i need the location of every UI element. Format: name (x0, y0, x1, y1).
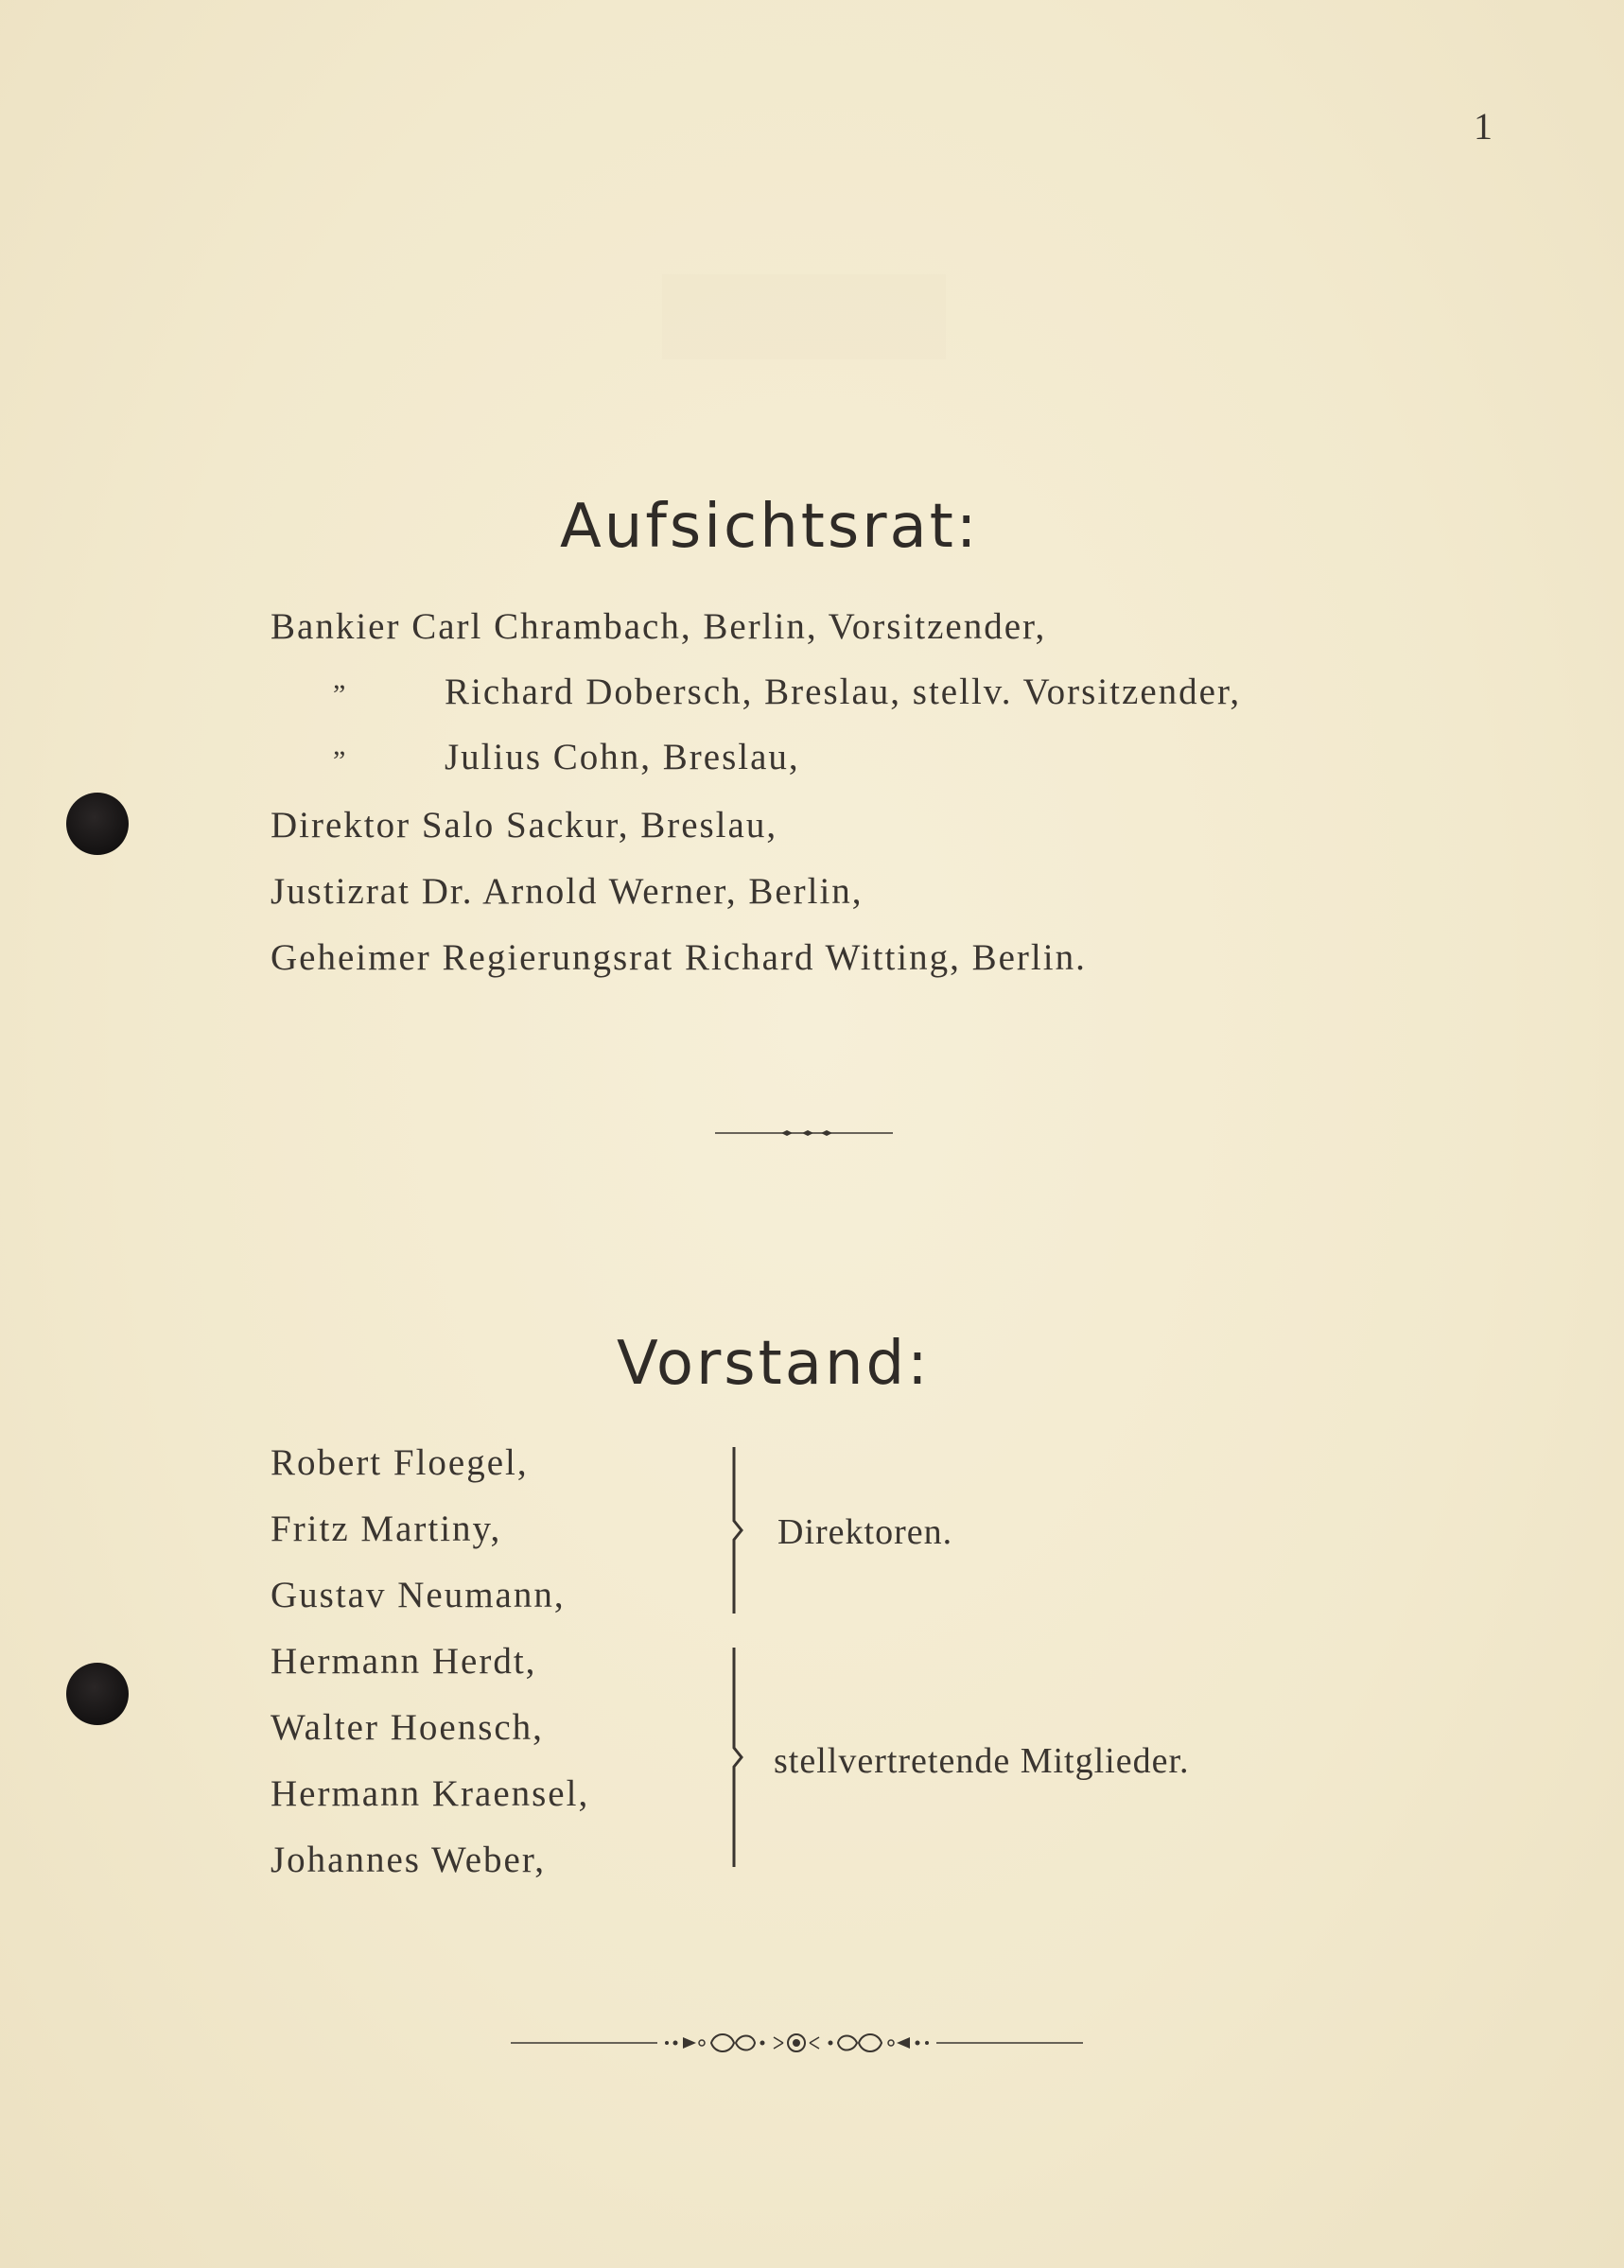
punch-hole (66, 1663, 129, 1725)
vorstand-name: Hermann Kraensel, (271, 1773, 590, 1814)
punch-hole (66, 793, 129, 855)
aufsichtsrat-heading: Aufsichtsrat: (560, 492, 980, 562)
direktoren-label: Direktoren. (777, 1512, 953, 1552)
vorstand-name: Fritz Martiny, (271, 1509, 502, 1549)
vorstand-name: Walter Hoensch, (271, 1707, 544, 1748)
aufsichtsrat-line: Geheimer Regierungsrat Richard Witting, Berlin. (271, 937, 1087, 978)
aufsichtsrat-line: Bankier Carl Chrambach, Berlin, Vorsitzender, (271, 606, 1047, 647)
vorstand-name: Johannes Weber, (271, 1840, 547, 1880)
vorstand-name: Robert Floegel, (271, 1442, 529, 1483)
ditto-mark: ” (333, 679, 346, 710)
ornamental-divider (511, 2024, 1083, 2062)
brace-stellvertretende (721, 1646, 749, 1869)
bleed-through-texture (662, 274, 946, 359)
aufsichtsrat-line: Direktor Salo Sackur, Breslau, (271, 805, 778, 846)
aufsichtsrat-line: Richard Dobersch, Breslau, stellv. Vorsitzender, (445, 672, 1242, 712)
vorstand-name: Gustav Neumann, (271, 1575, 566, 1615)
ditto-mark: ” (333, 745, 346, 776)
aufsichtsrat-line: Justizrat Dr. Arnold Werner, Berlin, (271, 871, 864, 912)
vorstand-heading: Vorstand: (617, 1329, 931, 1399)
stellvertretende-label: stellvertretende Mitglieder. (774, 1741, 1190, 1781)
aufsichtsrat-line: Julius Cohn, Breslau, (445, 737, 800, 777)
vorstand-name: Hermann Herdt, (271, 1641, 537, 1682)
brace-direktoren (721, 1445, 749, 1615)
section-divider (715, 1129, 893, 1137)
page-number: 1 (1474, 105, 1493, 148)
